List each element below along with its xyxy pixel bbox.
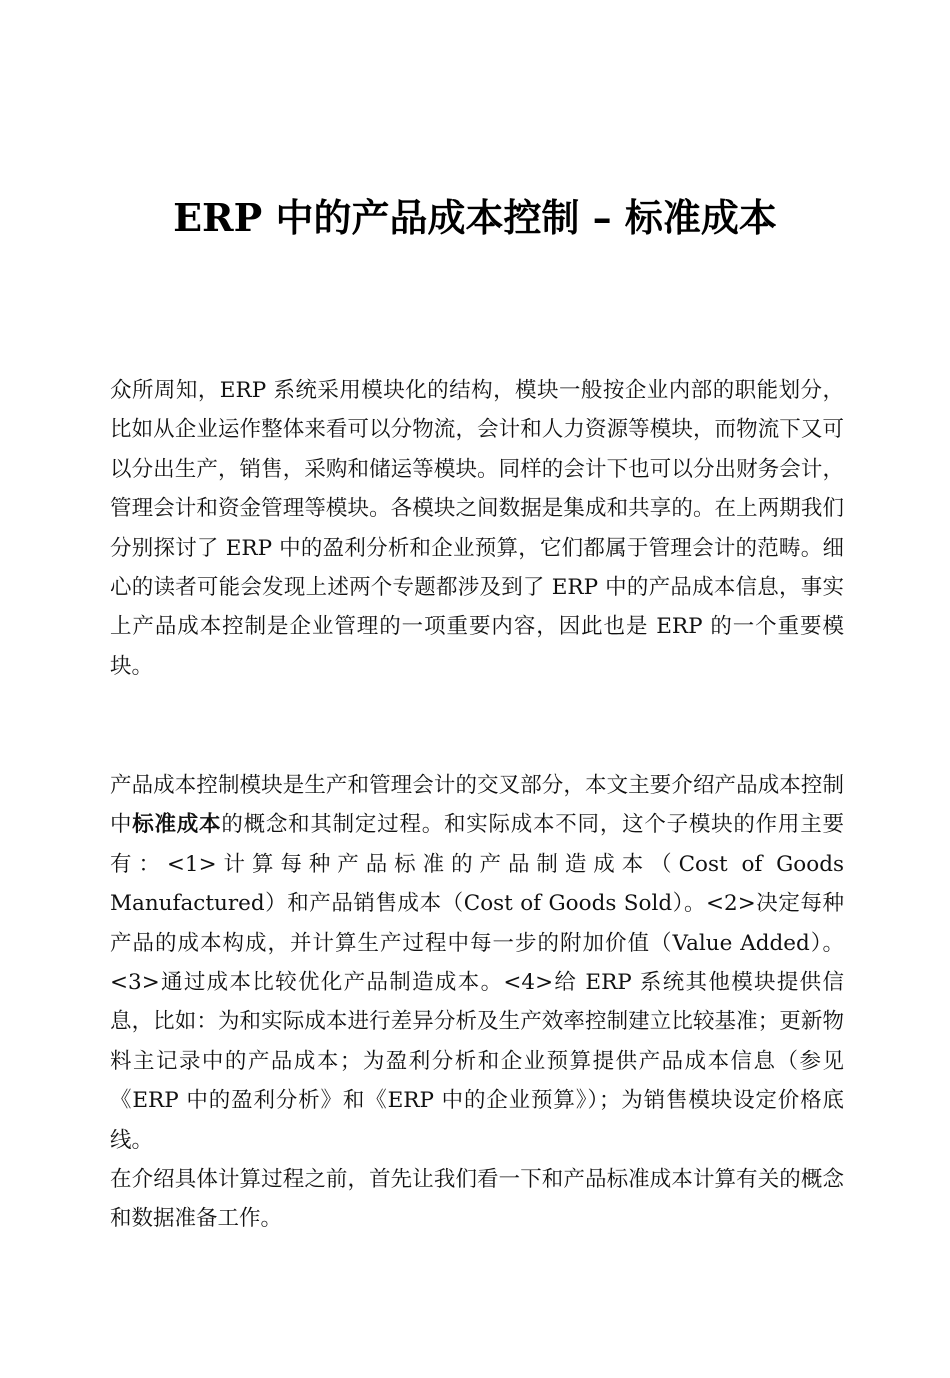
document-title: ERP 中的产品成本控制 – 标准成本 xyxy=(173,195,777,240)
paragraph-text-before: 产品成本控制模块是生产和管理会计的交叉部分，本文主要介绍产品成本控制中 xyxy=(110,773,844,838)
paragraph-intro: 众所周知，ERP 系统采用模块化的结构，模块一般按企业内部的职能划分，比如从企业运作整体来看可以分物流，会计和人力资源等模块，而物流下又可以分出生产，销售，采购和储运等模块。同样的会计下也可以分出财务会计，管理会计和资金管理等模块。各模块之间数据是集成和共享的。在上两期我们分别探讨了 ERP 中的盈利分析和企业预算，它们都属于管理会计的范畴。细心的读者可能会发现上述两个专题都涉及到了 ERP 中的产品成本信息，事实上产品成本控制是企业管理的一项重要内容，因此也是 ERP 的一个重要模块。 xyxy=(110,378,844,679)
bold-term-standard-cost: 标准成本 xyxy=(132,812,222,838)
paragraph-transition: 在介绍具体计算过程之前，首先让我们看一下和产品标准成本计算有关的概念和数据准备工作。 xyxy=(110,1167,844,1232)
paragraph-module-purpose xyxy=(110,766,844,1160)
paragraph-text-after: 的概念和其制定过程。和实际成本不同，这个子模块的作用主要有：<1>计算每种产品标准的产品制造成本（Cost of Goods Manufactured）和产品销售成本（Cost of Goods Sold）。<2>决定每种产品的成本构成，并计算生产过程中每一步的附加价值（Value Added）。<3>通过成本比较优化产品制造成本。<4>给 ERP 系统其他模块提供信息，比如：为和实际成本进行差异分析及生产效率控制建立比较基准；更新物料主记录中的产品成本；为盈利分析和企业预算提供产品成本信息（参见《ERP 中的盈利分析》和《ERP 中的企业预算》）；为销售模块设定价格底线。 xyxy=(110,812,844,1153)
